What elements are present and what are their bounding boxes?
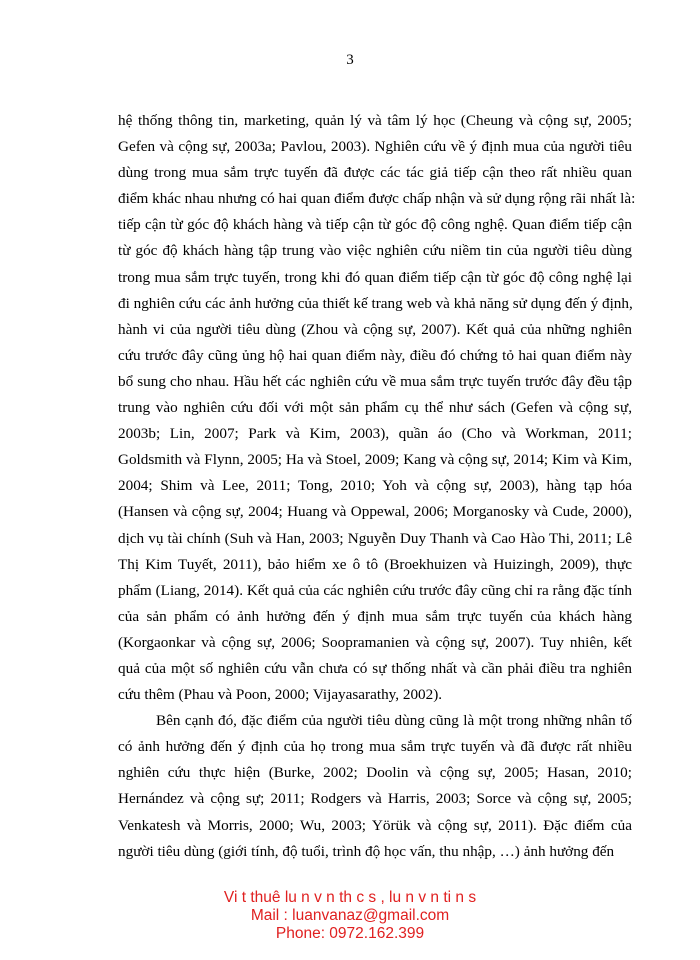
text-line: bổ sung cho nhau. Hầu hết các nghiên cứu về mua sắm trực tuyến trước đây đều tập (118, 372, 632, 390)
text-line: Gefen và cộng sự, 2003a; Pavlou, 2003). Nghiên cứu về ý định mua của người tiêu (118, 138, 632, 156)
paragraph-1 (118, 108, 636, 708)
text-line: Goldsmith và Flynn, 2005; Ha và Stoel, 2009; Kang và cộng sự, 2014; Kim và Kim, (118, 451, 632, 469)
body-text (118, 108, 636, 865)
footer-phone[interactable]: Phone: 0972.162.399 (275, 925, 425, 942)
page-number: 3 (346, 52, 354, 68)
text-line: có ảnh hưởng đến ý định của họ trong mua sắm trực tuyến và đã được rất nhiều (118, 738, 632, 756)
text-line: nghiên cứu thực hiện (Burke, 2002; Doolin và cộng sự, 2005; Hasan, 2010; (118, 764, 632, 782)
text-line: 2003b; Lin, 2007; Park và Kim, 2003), quần áo (Cho và Workman, 2011; (118, 425, 632, 443)
text-line: Bên cạnh đó, đặc điểm của người tiêu dùng cũng là một trong những nhân tố (156, 712, 632, 730)
text-line: hệ thống thông tin, marketing, quản lý và tâm lý học (Cheung và cộng sự, 2005; (118, 112, 632, 129)
text-line: điểm khác nhau nhưng có hai quan điểm được chấp nhận và sử dụng rộng rãi nhất là: (118, 190, 636, 208)
text-line: đi nghiên cứu các ảnh hưởng của thiết kế trang web và khả năng sử dụng đến ý định, (118, 294, 633, 312)
text-line: Hernández và cộng sự; 2011; Rodgers và Harris, 2003; Sorce và cộng sự, 2005; (118, 790, 632, 808)
text-line: quả của một số nghiên cứu vẫn chưa có sự thống nhất và cần phải điều tra nghiên (118, 659, 632, 677)
text-line: (Korgaonkar và cộng sự, 2006; Soopramanien và cộng sự, 2007). Tuy nhiên, kết (118, 633, 632, 651)
text-line: người tiêu dùng (giới tính, độ tuổi, trình độ học vấn, thu nhập, …) ảnh hưởng đến (118, 842, 615, 860)
text-line: của sản phẩm có ảnh hưởng đến ý định mua sắm trực tuyến của khách hàng (118, 607, 632, 625)
text-line: cứu thêm (Phau và Poon, 2000; Vijayasarathy, 2002). (118, 686, 443, 704)
text-line: 2004; Shim và Lee, 2011; Tong, 2010; Yoh và cộng sự, 2003), hàng tạp hóa (118, 477, 632, 495)
footer-line1: Vi t thuê lu n v n th c s , lu n v n ti n s (223, 889, 477, 906)
text-line: dịch vụ tài chính (Suh và Han, 2003; Nguyễn Duy Thanh và Cao Hào Thi, 2011; Lê (118, 529, 632, 547)
text-line: tiếp cận từ góc độ khách hàng và tiếp cận từ góc độ công nghệ. Quan điểm tiếp cận (118, 216, 632, 234)
paragraph-2 (118, 708, 632, 865)
text-line: trung vào nghiên cứu đối với một sản phẩm cụ thể như sách (Gefen và cộng sự, (118, 399, 632, 417)
text-line: từ góc độ khách hàng tập trung vào việc nghiên cứu niềm tin của người tiêu dùng (118, 242, 632, 260)
text-line: trong mua sắm trực tuyến, trong khi đó quan điểm tiếp cận từ góc độ công nghệ lại (118, 268, 632, 286)
text-line: (Hansen và cộng sự, 2004; Huang và Oppewal, 2006; Morganosky và Cude, 2000), (118, 503, 632, 521)
footer-advert (0, 889, 700, 943)
text-line: Venkatesh và Morris, 2000; Wu, 2003; Yörük và cộng sự, 2011). Đặc điểm của (118, 816, 632, 834)
text-line: hành vi của người tiêu dùng (Zhou và cộng sự, 2007). Kết quả của những nghiên (118, 320, 632, 338)
text-line: phẩm (Liang, 2014). Kết quả của các nghiên cứu trước đây cũng chỉ ra rằng đặc tính (118, 581, 632, 599)
text-line: cứu trước đây cũng ủng hộ hai quan điểm này, điều đó chứng tỏ hai quan điểm này (118, 346, 632, 364)
text-line: dùng trong mua sắm trực tuyến đã được các tác giả tiếp cận theo rất nhiều quan (118, 164, 632, 182)
footer-mail[interactable]: Mail : luanvanaz@gmail.com (250, 907, 450, 924)
text-line: Thị Kim Tuyết, 2011), bảo hiểm xe ô tô (Broekhuizen và Huizingh, 2009), thực (118, 555, 632, 573)
